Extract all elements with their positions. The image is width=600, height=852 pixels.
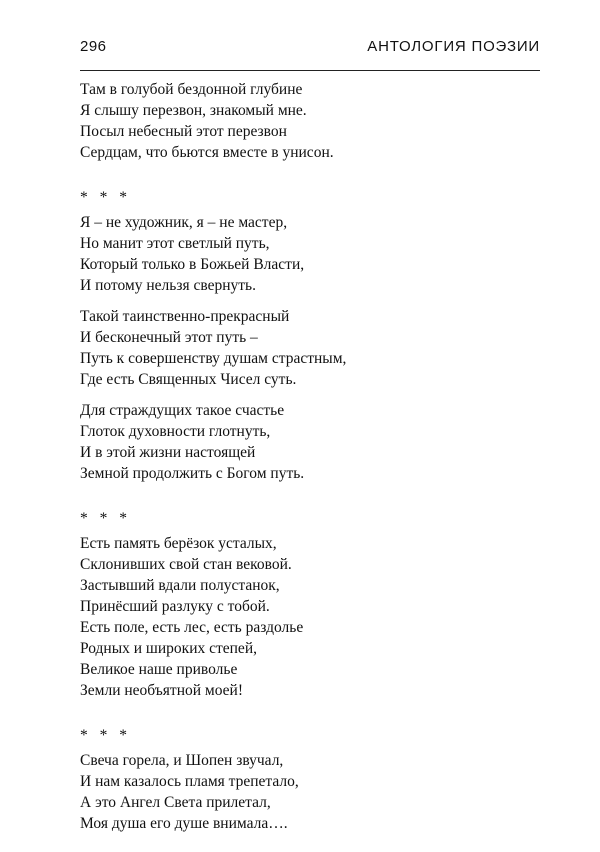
verse-line: Свеча горела, и Шопен звучал, — [80, 752, 284, 769]
verse-line: И нам казалось пламя трепетало, — [80, 773, 299, 790]
verse-line: А это Ангел Света прилетал, — [80, 794, 271, 811]
verse-line: Земной продолжить с Богом путь. — [80, 465, 305, 482]
poem — [80, 187, 540, 484]
verse-line: Но манит этот светлый путь, — [80, 235, 270, 252]
verse-line: Принёсший разлуку с тобой. — [80, 598, 270, 615]
verse-line: Моя душа его душе внимала…. — [80, 815, 288, 832]
poem — [80, 725, 540, 834]
verse-line: Склонивших свой стан вековой. — [80, 556, 292, 573]
verse-line: Путь к совершенству душам страстным, — [80, 350, 347, 367]
stanza — [80, 79, 540, 163]
verse-line: Глоток духовности глотнуть, — [80, 423, 271, 440]
verse-line: Я – не художник, я – не мастер, — [80, 214, 288, 231]
poem-separator: * * * — [80, 510, 131, 527]
verse-line: Я слышу перезвон, знакомый мне. — [80, 102, 307, 119]
page-header — [80, 34, 540, 71]
stanza — [80, 400, 540, 484]
verse-line: Посыл небесный этот перезвон — [80, 123, 287, 140]
poem — [80, 508, 540, 701]
verse-line: Где есть Священных Чисел суть. — [80, 371, 297, 388]
verse-line: Есть память берёзок усталых, — [80, 535, 277, 552]
verse-line: Там в голубой бездонной глубине — [80, 81, 303, 98]
verse-line: И в этой жизни настоящей — [80, 444, 256, 461]
verse-line: Для страждущих такое счастье — [80, 402, 285, 419]
page-number: 296 — [80, 38, 107, 55]
poem — [80, 79, 540, 163]
verse-line: Есть поле, есть лес, есть раздолье — [80, 619, 304, 636]
poem-separator: * * * — [80, 727, 131, 744]
verse-line: Сердцам, что бьются вместе в унисон. — [80, 144, 334, 161]
verse-line: Родных и широких степей, — [80, 640, 257, 657]
verse-line: Такой таинственно-прекрасный — [80, 308, 290, 325]
verse-line: Земли необъятной моей! — [80, 682, 243, 699]
verse-line: Великое наше приволье — [80, 661, 238, 678]
verse-line: И бесконечный этот путь – — [80, 329, 258, 346]
running-title: АНТОЛОГИЯ ПОЭЗИИ — [367, 38, 540, 55]
poetry-content — [80, 79, 540, 844]
stanza — [80, 306, 540, 390]
verse-line: И потому нельзя свернуть. — [80, 277, 256, 294]
stanza — [80, 212, 540, 296]
poem-separator: * * * — [80, 189, 131, 206]
stanza — [80, 533, 540, 701]
verse-line: Застывший вдали полустанок, — [80, 577, 280, 594]
stanza — [80, 750, 540, 834]
verse-line: Который только в Божьей Власти, — [80, 256, 305, 273]
